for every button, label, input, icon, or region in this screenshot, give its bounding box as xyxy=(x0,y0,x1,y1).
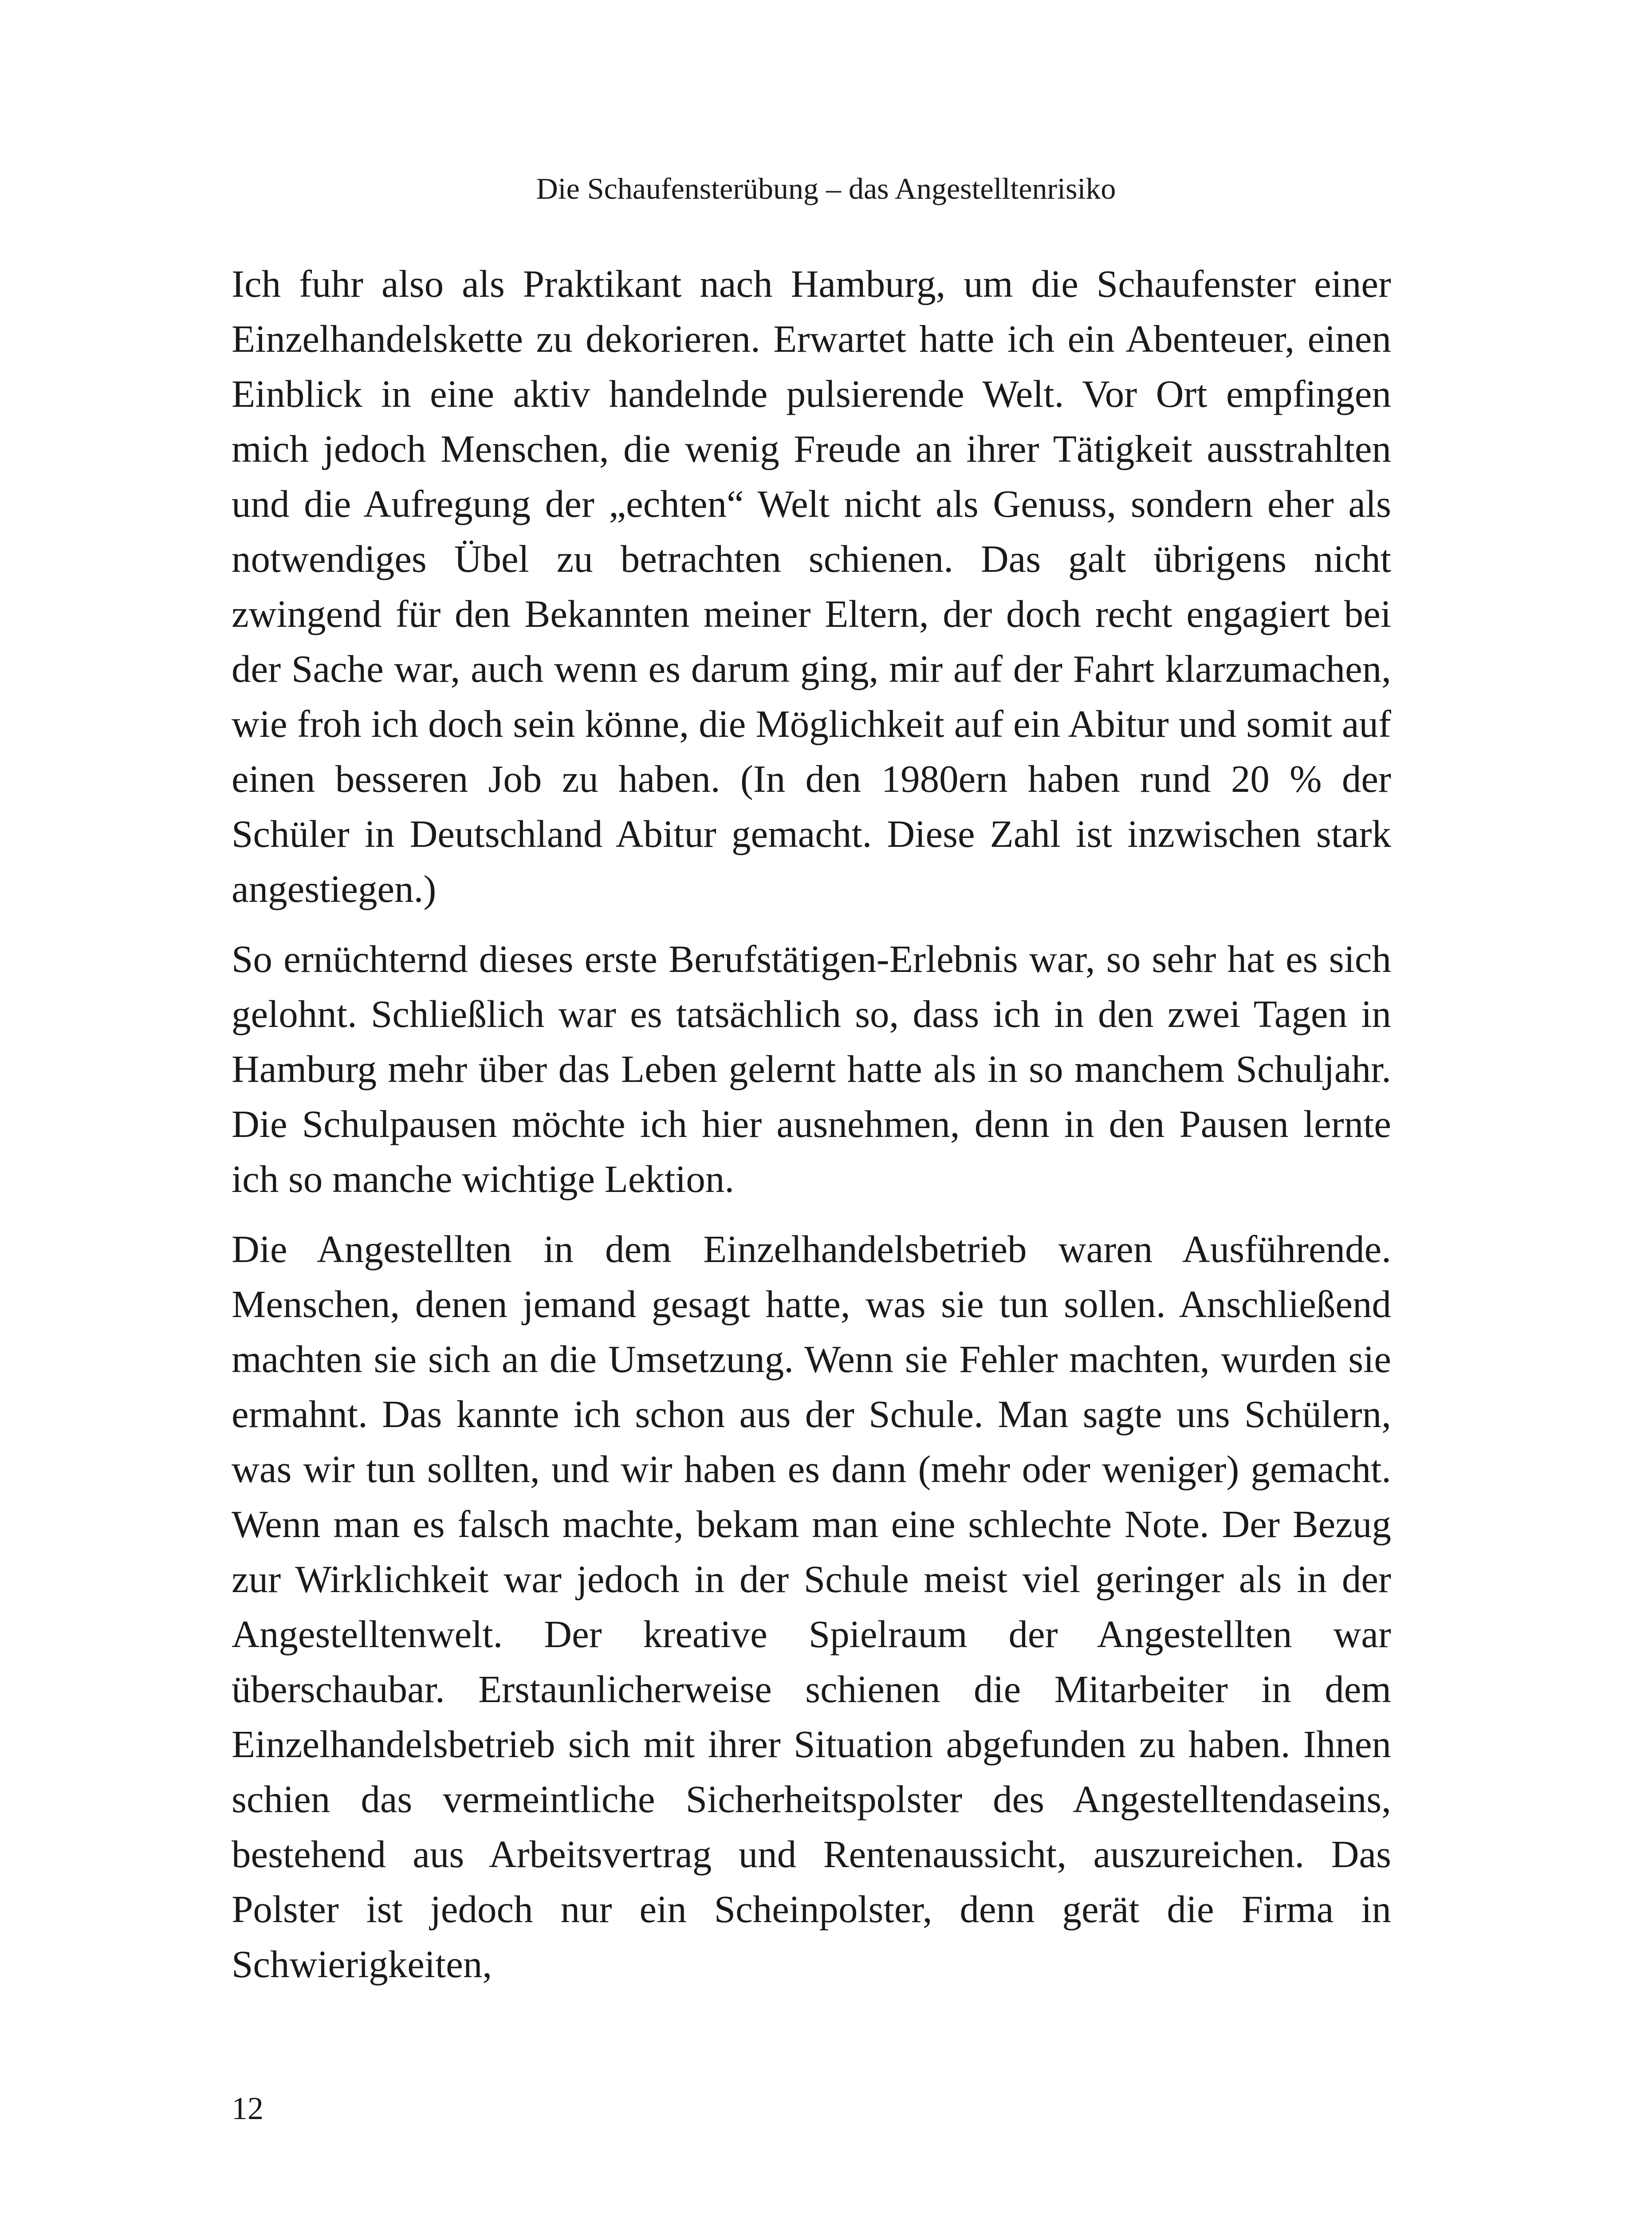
paragraph: So ernüchternd dieses erste Berufstätigen-Erlebnis war, so sehr hat es sich gelohnt. Schließlich war es tatsächlich so, dass ich in den zwei Tagen in Hamburg mehr über das Leben gelernt hatte als in so manchem Schuljahr. Die Schulpausen möchte ich hier ausnehmen, denn in den Pausen lernte ich so manche wichtige Lektion. xyxy=(232,937,1391,1200)
paragraph: Ich fuhr also als Praktikant nach Hamburg, um die Schaufenster einer Einzelhandelskette zu dekorieren. Erwartet hatte ich ein Abenteuer, einen Einblick in eine aktiv handelnde pulsierende Welt. Vor Ort empfingen mich jedoch Menschen, die wenig Freude an ihrer Tätigkeit ausstrahlten und die Aufregung der „echten“ Welt nicht als Genuss, sondern eher als notwendiges Übel zu betrachten schienen. Das galt übrigens nicht zwingend für den Bekannten meiner Eltern, der doch recht engagiert bei der Sache war, auch wenn es darum ging, mir auf der Fahrt klarzumachen, wie froh ich doch sein könne, die Möglichkeit auf ein Abitur und somit auf einen besseren Job zu haben. (In den 1980ern haben rund 20 % der Schüler in Deutschland Abitur gemacht. Diese Zahl ist inzwischen stark angestiegen.) xyxy=(232,262,1391,910)
paragraph: Die Angestellten in dem Einzelhandelsbetrieb waren Ausführende. Menschen, denen jemand gesagt hatte, was sie tun sollen. Anschließend machten sie sich an die Umsetzung. Wenn sie Fehler machten, wurden sie ermahnt. Das kannte ich schon aus der Schule. Man sagte uns Schülern, was wir tun sollten, und wir haben es dann (mehr oder weniger) gemacht. Wenn man es falsch machte, bekam man eine schlechte Note. Der Bezug zur Wirklichkeit war jedoch in der Schule meist viel geringer als in der Angestelltenwelt. Der kreative Spielraum der Angestellten war überschaubar. Erstaunlicherweise schienen die Mitarbeiter in dem Einzelhandelsbetrieb sich mit ihrer Situation abgefunden zu haben. Ihnen schien das vermeintliche Sicherheitspolster des Angestelltendaseins, bestehend aus Arbeitsvertrag und Rentenaussicht, auszureichen. Das Polster ist jedoch nur ein Scheinpolster, denn gerät die Firma in Schwierigkeiten, xyxy=(232,1227,1391,1986)
running-header: Die Schaufensterübung – das Angestelltenrisiko xyxy=(536,172,1116,205)
page-number: 12 xyxy=(232,2091,264,2126)
body-text xyxy=(232,256,1391,2007)
